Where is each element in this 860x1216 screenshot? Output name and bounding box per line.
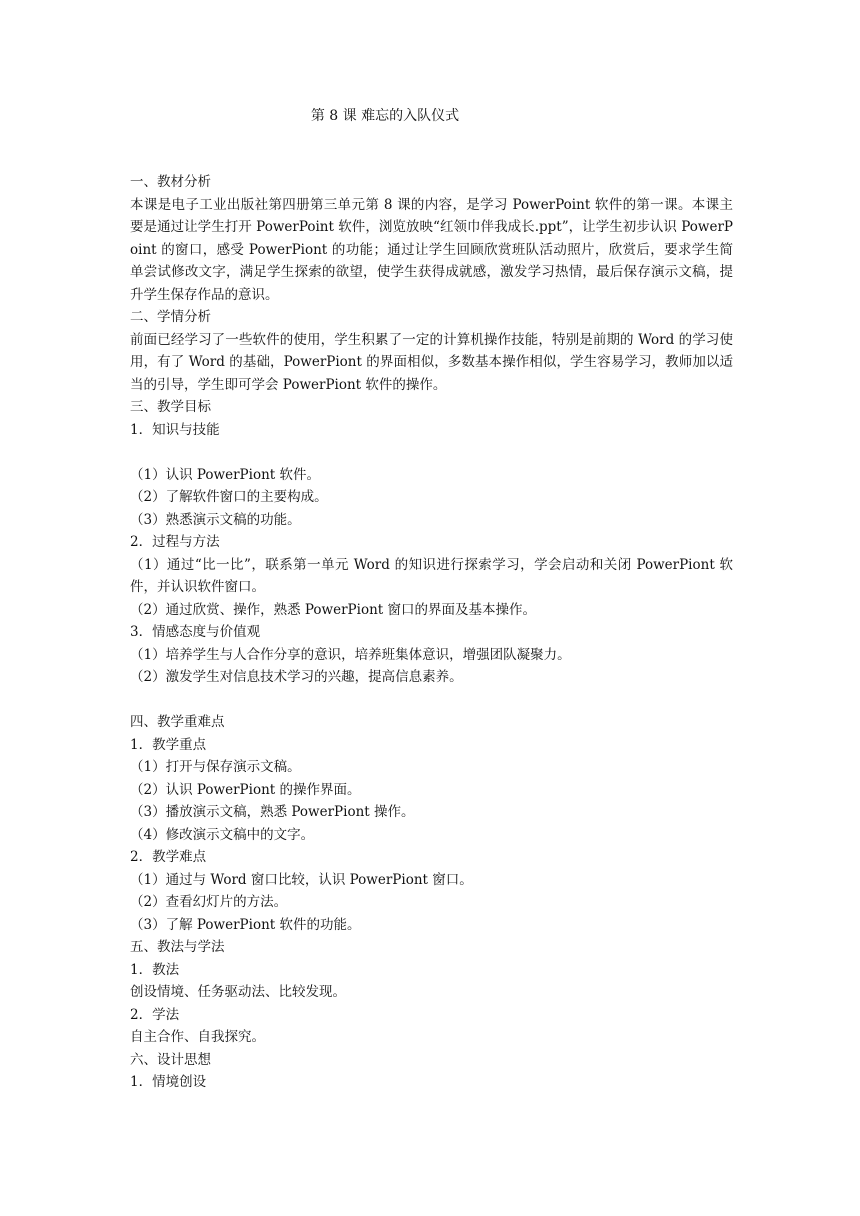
student-analysis-paragraph: 前面已经学习了一些软件的使用，学生积累了一定的计算机操作技能，特别是前期的 Word 的学习使用，有了 Word 的基础，PowerPiont 的界面相似，多数基本操作相似，学生容易学习，教师加以适当的引导，学生即可学会 PowerPiont 软件的操作。 — [130, 331, 733, 393]
textbook-analysis-paragraph: 本课是电子工业出版社第四册第三单元第 8 课的内容，是学习 PowerPoint 软件的第一课。本课主要是通过让学生打开 PowerPoint 软件，浏览放映“红领巾伴我成长.ppt”，让学生初步认识 PowerPoint 的窗口，感受 PowerPiont 的功能；通过让学生回顾欣赏班队活动照片，欣赏后，要求学生简单尝试修改文字，满足学生探索的欲望，使学生获得成就感，激发学习热情，最后保存演示文稿，提升学生保存作品的意识。 — [130, 196, 733, 303]
list-item: （3）播放演示文稿，熟悉 PowerPiont 操作。 — [130, 804, 415, 820]
list-item: （1）通过与 Word 窗口比较，认识 PowerPiont 窗口。 — [130, 871, 473, 888]
list-item: （4）修改演示文稿中的文字。 — [130, 826, 315, 843]
list-item: （2）了解软件窗口的主要构成。 — [130, 489, 328, 505]
subheading-scenario-creation: 1．情境创设 — [130, 1074, 207, 1090]
subheading-teaching-method: 1．教法 — [130, 961, 180, 978]
section-heading-student-analysis: 二、学情分析 — [130, 309, 211, 325]
teaching-method-text: 创设情境、任务驱动法、比较发现。 — [130, 984, 346, 1000]
section-heading-design-thinking: 六、设计思想 — [130, 1051, 211, 1068]
section-heading-key-difficult-points: 四、教学重难点 — [130, 714, 225, 730]
blank-line — [130, 689, 733, 712]
list-item: （2）查看幻灯片的方法。 — [130, 894, 288, 910]
list-item: （1）培养学生与人合作分享的意识，培养班集体意识，增强团队凝聚力。 — [130, 646, 571, 663]
list-item: （1）认识 PowerPiont 软件。 — [130, 466, 320, 483]
subheading-learning-method: 2．学法 — [130, 1006, 180, 1023]
blank-line — [130, 441, 733, 464]
subheading-difficult-points: 2．教学难点 — [130, 849, 207, 865]
subheading-key-points: 1．教学重点 — [130, 736, 207, 753]
document-title: 第 8 课 难忘的入队仪式 — [310, 108, 460, 124]
list-item: （2）认识 PowerPiont 的操作界面。 — [130, 781, 361, 798]
subheading-knowledge-skills: 1．知识与技能 — [130, 421, 220, 438]
section-heading-textbook-analysis: 一、教材分析 — [130, 174, 211, 190]
section-heading-teaching-goals: 三、教学目标 — [130, 399, 211, 415]
section-heading-methods: 五、教法与学法 — [130, 939, 225, 955]
list-item: （1）打开与保存演示文稿。 — [130, 759, 301, 775]
learning-method-text: 自主合作、自我探究。 — [130, 1029, 265, 1045]
subheading-emotion-values: 3．情感态度与价值观 — [130, 624, 261, 640]
list-item: （3）熟悉演示文稿的功能。 — [130, 511, 301, 528]
list-item: （3）了解 PowerPiont 软件的功能。 — [130, 916, 361, 933]
list-item: （1）通过“比一比”，联系第一单元 Word 的知识进行探索学习，学会启动和关闭 PowerPiont 软件，并认识软件窗口。 — [130, 556, 733, 595]
subheading-process-method: 2．过程与方法 — [130, 534, 220, 550]
document-body — [130, 171, 733, 1094]
list-item: （2）通过欣赏、操作，熟悉 PowerPiont 窗口的界面及基本操作。 — [130, 601, 536, 618]
list-item: （2）激发学生对信息技术学习的兴趣，提高信息素养。 — [130, 669, 463, 685]
